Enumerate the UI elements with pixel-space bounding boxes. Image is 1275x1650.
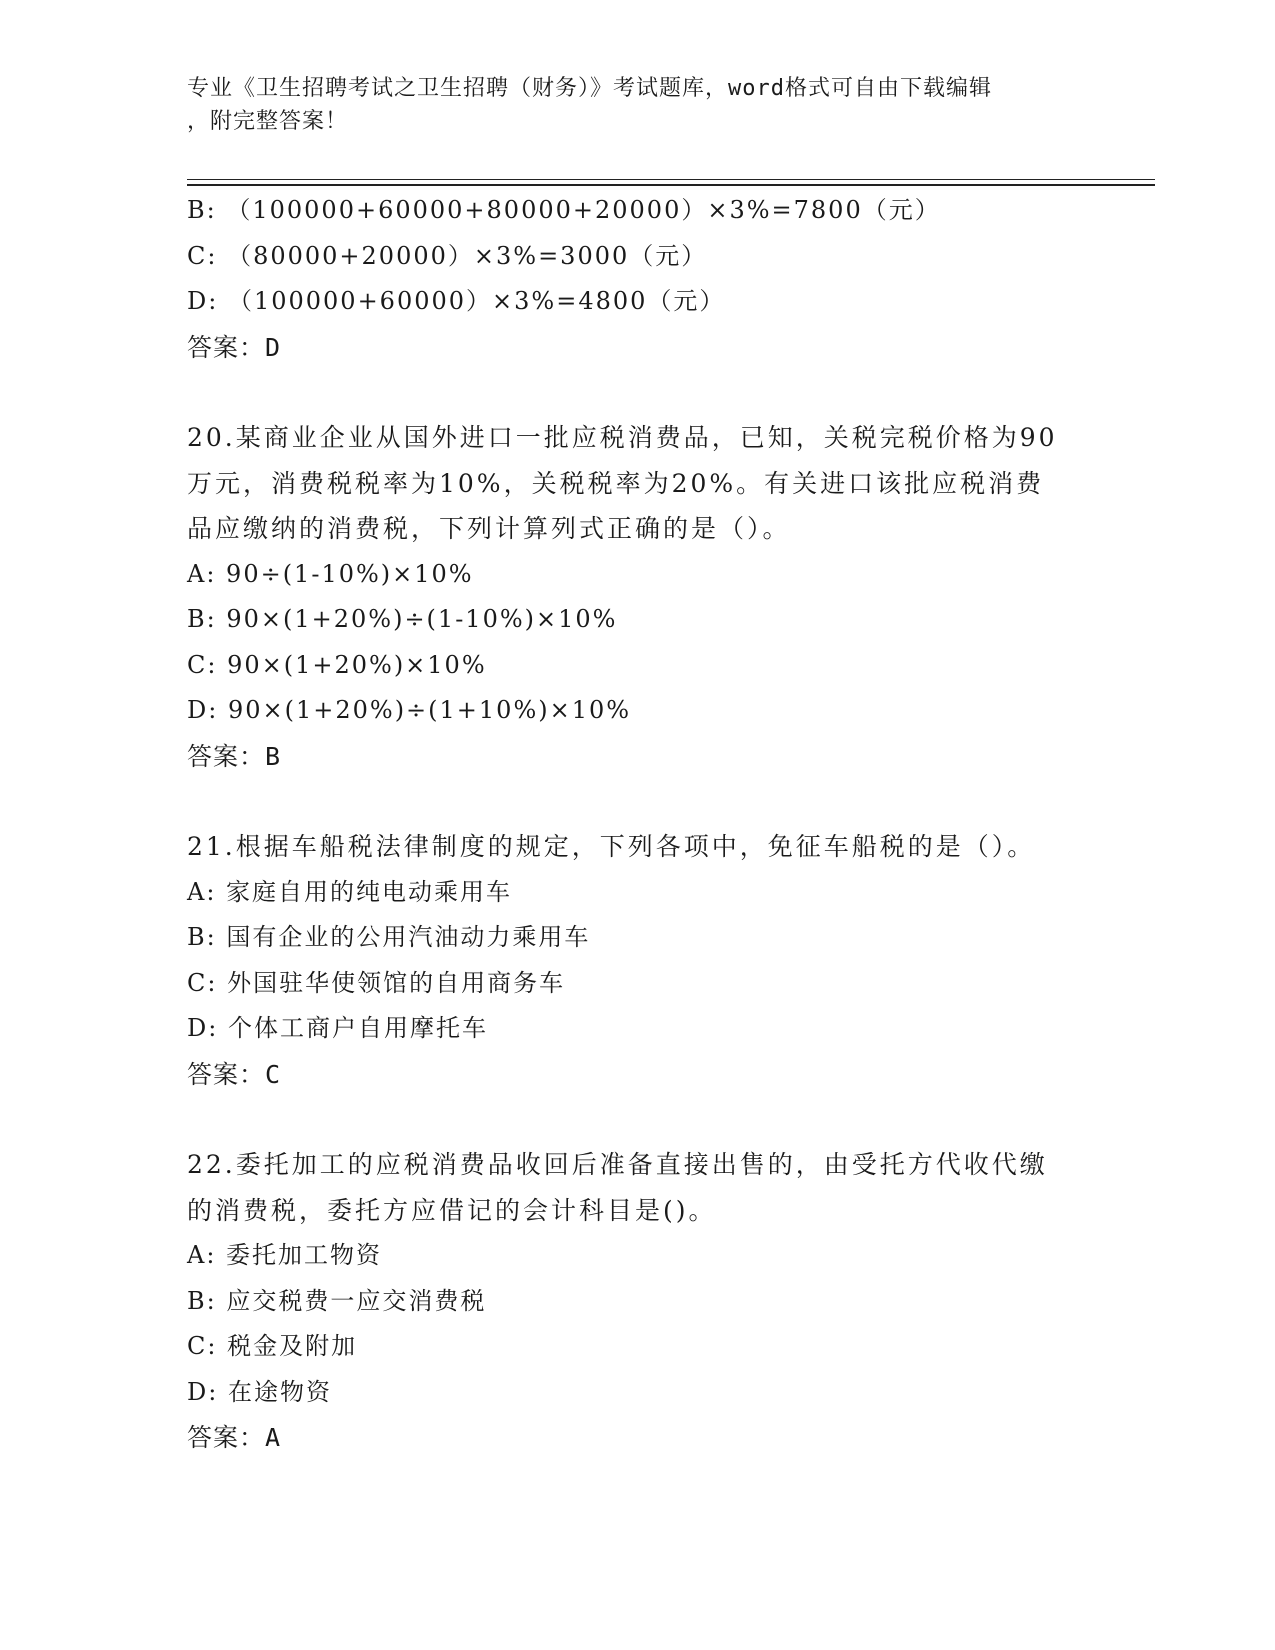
- option-a: A: 委托加工物资: [187, 1241, 383, 1269]
- option-d: D: 90×(1+20%)÷(1+10%)×10%: [187, 696, 632, 724]
- question-stem-line: 品应缴纳的消费税，下列计算列式正确的是（）。: [187, 514, 791, 543]
- header-divider-thick: [187, 184, 1155, 186]
- question-stem-line: 22.委托加工的应税消费品收回后准备直接出售的，由受托方代收代缴: [187, 1150, 1048, 1179]
- question-list: [187, 188, 1087, 1461]
- option-b: B: 应交税费一应交消费税: [187, 1286, 487, 1315]
- option-c: C: 90×(1+20%)×10%: [187, 650, 487, 679]
- document-header: [187, 72, 1087, 138]
- answer: 答案：A: [187, 1423, 282, 1452]
- question-19-remainder: [187, 188, 1087, 370]
- answer: 答案：B: [187, 741, 282, 771]
- question-stem-line: 20.某商业企业从国外进口一批应税消费品，已知，关税完税价格为90: [187, 423, 1058, 452]
- answer: 答案：D: [187, 332, 282, 362]
- question-stem-line: 万元，消费税税率为10%，关税税率为20%。有关进口该批应税消费: [187, 468, 1045, 498]
- option-b: B: 国有企业的公用汽油动力乘用车: [187, 923, 591, 951]
- option-c: C: （80000+20000）×3%=3000（元）: [187, 241, 708, 270]
- question-stem-line: 21.根据车船税法律制度的规定，下列各项中，免征车船税的是（）。: [187, 832, 1036, 861]
- option-c: C: 外国驻华使领馆的自用商务车: [187, 968, 566, 997]
- header-line-1: 专业《卫生招聘考试之卫生招聘（财务）》考试题库，word格式可自由下载编辑: [187, 76, 992, 101]
- option-d: D: 个体工商户自用摩托车: [187, 1014, 488, 1042]
- option-c: C: 税金及附加: [187, 1332, 358, 1360]
- option-b: B: 90×(1+20%)÷(1-10%)×10%: [187, 605, 618, 633]
- question-stem-line: 的消费税，委托方应借记的会计科目是()。: [187, 1195, 717, 1225]
- option-d: D: （100000+60000）×3%=4800（元）: [187, 287, 726, 315]
- option-b: B: （100000+60000+80000+20000）×3%=7800（元）: [187, 196, 941, 224]
- option-d: D: 在途物资: [187, 1377, 332, 1406]
- question-21: [187, 824, 1087, 1097]
- header-divider-thin: [187, 179, 1155, 180]
- option-a: A: 家庭自用的纯电动乘用车: [187, 877, 513, 906]
- answer: 答案：C: [187, 1059, 282, 1089]
- option-a: A: 90÷(1-10%)×10%: [187, 559, 474, 588]
- question-20: [187, 415, 1087, 779]
- header-line-2: ，附完整答案！: [187, 109, 349, 134]
- question-22: [187, 1142, 1087, 1461]
